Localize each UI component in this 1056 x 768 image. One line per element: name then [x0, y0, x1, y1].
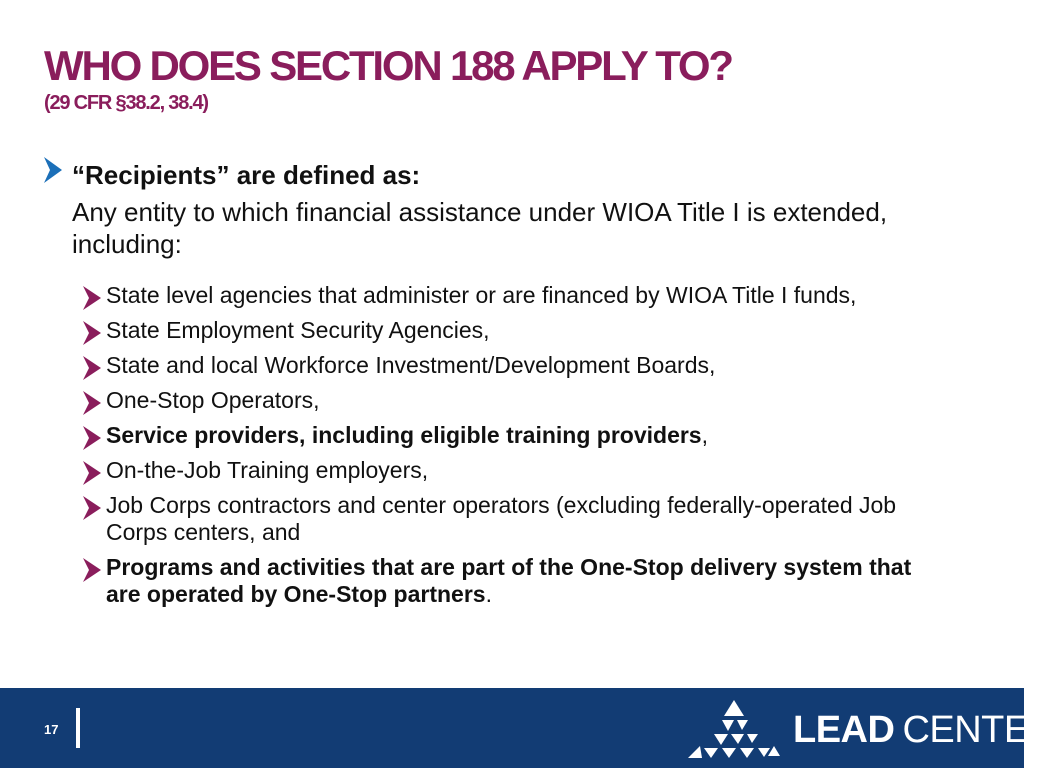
- chevron-right-icon: [82, 495, 102, 521]
- list-item: [82, 422, 942, 449]
- bullet-arrow-icon: [42, 155, 64, 185]
- page-number: 17: [44, 722, 59, 737]
- chevron-right-icon: [82, 460, 102, 486]
- list-item-suffix: ,: [701, 422, 708, 448]
- list-item-text: State level agencies that administer or are financed by WIOA Title I funds,: [106, 282, 857, 308]
- chevron-right-icon: [82, 425, 102, 451]
- chevron-right-icon: [82, 355, 102, 381]
- list-item-text: State Employment Security Agencies,: [106, 317, 490, 343]
- list-item: [82, 317, 942, 344]
- logo-word-center: CENTER: [902, 709, 1056, 751]
- triangle-mosaic-icon: [684, 698, 784, 760]
- recipients-heading: “Recipients” are defined as:: [72, 160, 421, 190]
- list-item-suffix: .: [485, 581, 492, 607]
- list-item-text: Job Corps contractors and center operators (excluding federally-operated Job Corps centers, and: [106, 492, 897, 545]
- list-item: [82, 352, 942, 379]
- chevron-right-icon: [82, 557, 102, 583]
- recipients-definition: Any entity to which financial assistance under WIOA Title I is extended, including:: [72, 197, 888, 259]
- recipients-list: [82, 282, 942, 616]
- chevron-right-icon: [82, 390, 102, 416]
- list-item: [82, 554, 942, 608]
- list-item: [82, 492, 942, 546]
- page-number-divider: [76, 708, 80, 748]
- slide-title: WHO DOES SECTION 188 APPLY TO?: [44, 42, 732, 89]
- lead-center-logo: [793, 708, 1056, 752]
- slide-subtitle: (29 CFR §38.2, 38.4): [44, 92, 208, 114]
- list-item-text: State and local Workforce Investment/Development Boards,: [106, 352, 716, 378]
- chevron-right-icon: [82, 320, 102, 346]
- list-item-text: One-Stop Operators,: [106, 387, 320, 413]
- list-item-text-bold: Service providers, including eligible training providers: [106, 422, 702, 448]
- list-item: [82, 387, 942, 414]
- list-item: [82, 282, 942, 309]
- logo-word-lead: LEAD: [793, 709, 895, 751]
- list-item: [82, 457, 942, 484]
- chevron-right-icon: [82, 285, 102, 311]
- list-item-text: On-the-Job Training employers,: [106, 457, 429, 483]
- list-item-text-bold: Programs and activities that are part of the One-Stop delivery system that are operated by One-Stop partners: [106, 554, 912, 607]
